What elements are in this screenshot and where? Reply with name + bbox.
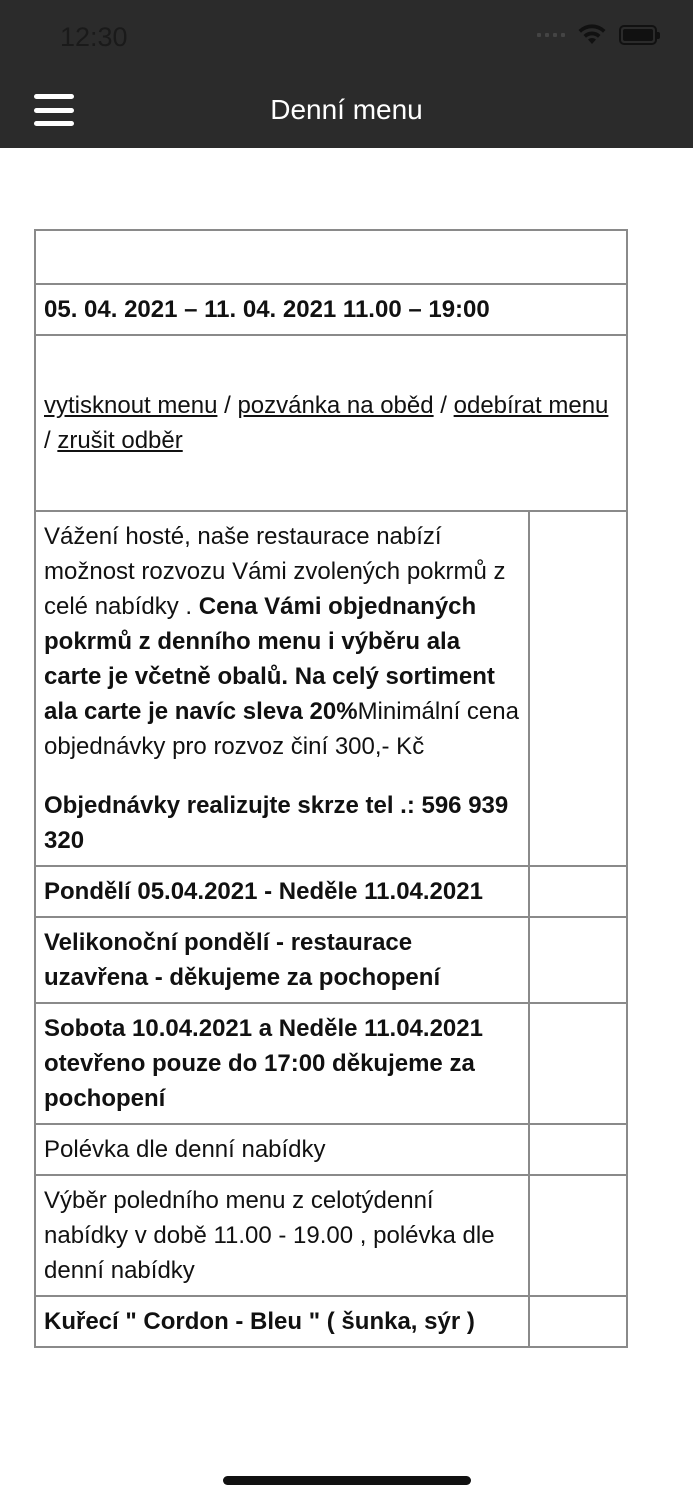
- delivery-paragraph: [44, 519, 520, 764]
- menu-item-text: Polévka dle denní nabídky: [35, 1124, 529, 1175]
- subscribe-menu-link[interactable]: odebírat menu: [453, 392, 609, 419]
- empty-cell: [35, 230, 627, 284]
- wifi-icon: [577, 24, 607, 46]
- content-viewport[interactable]: [0, 229, 693, 1442]
- menu-item-text: Velikonoční pondělí - restaurace uzavřena - děkujeme za pochopení: [35, 917, 529, 1003]
- delivery-text: Vážení hosté, naše restaurace nabízí možnost rozvozu Vámi zvolených pokrmů z celé nabídky .: [44, 523, 506, 620]
- link-separator: /: [433, 392, 454, 419]
- price-cell: [529, 866, 627, 917]
- menu-content: [34, 229, 628, 1348]
- table-row: [35, 1175, 627, 1296]
- price-cell: [529, 1124, 627, 1175]
- menu-item-text: Pondělí 05.04.2021 - Neděle 11.04.2021: [35, 866, 529, 917]
- table-row: [35, 1003, 627, 1124]
- delivery-minimum: Minimální cena objednávky pro rozvoz činí 300,- Kč: [44, 698, 519, 760]
- table-row: [35, 1124, 627, 1175]
- order-phone: Objednávky realizujte skrze tel .: 596 939 320: [44, 792, 509, 854]
- home-indicator[interactable]: [223, 1476, 471, 1485]
- price-cell: [529, 1296, 627, 1347]
- table-row: [35, 284, 627, 335]
- table-row: [35, 1296, 627, 1347]
- price-cell: [529, 511, 627, 866]
- print-menu-link[interactable]: vytisknout menu: [44, 392, 218, 419]
- link-separator: /: [217, 392, 238, 419]
- table-row: [35, 511, 627, 866]
- cellular-signal-icon: [537, 33, 565, 37]
- delivery-info: [35, 511, 529, 866]
- delivery-price-note: Cena Vámi objednaných pokrmů z denního menu i výběru ala carte je včetně obalů. Na celý sortiment ala carte je navíc sleva 20%: [44, 593, 495, 725]
- table-row: [35, 230, 627, 284]
- menu-links: [35, 335, 627, 511]
- menu-item-text: Výběr poledního menu z celotýdenní nabídky v době 11.00 - 19.00 , polévka dle denní nabídky: [35, 1175, 529, 1296]
- menu-item-text: Kuřecí " Cordon - Bleu " ( šunka, sýr ): [35, 1296, 529, 1347]
- table-row: [35, 335, 627, 511]
- app-header: [0, 0, 693, 148]
- price-cell: [529, 1175, 627, 1296]
- link-separator: /: [44, 427, 58, 454]
- price-cell: [529, 917, 627, 1003]
- status-icons: [537, 24, 657, 46]
- table-row: [35, 917, 627, 1003]
- unsubscribe-link[interactable]: zrušit odběr: [57, 427, 183, 454]
- status-time: 12:30: [60, 22, 128, 52]
- price-cell: [529, 1003, 627, 1124]
- page-title: Denní menu: [270, 94, 423, 125]
- date-range: 05. 04. 2021 – 11. 04. 2021 11.00 – 19:00: [35, 284, 627, 335]
- battery-icon: [619, 25, 657, 45]
- menu-item-text: Sobota 10.04.2021 a Neděle 11.04.2021 otevřeno pouze do 17:00 děkujeme za pochopení: [35, 1003, 529, 1124]
- lunch-invite-link[interactable]: pozvánka na oběd: [237, 392, 434, 419]
- table-row: [35, 866, 627, 917]
- menu-table: [34, 229, 628, 1348]
